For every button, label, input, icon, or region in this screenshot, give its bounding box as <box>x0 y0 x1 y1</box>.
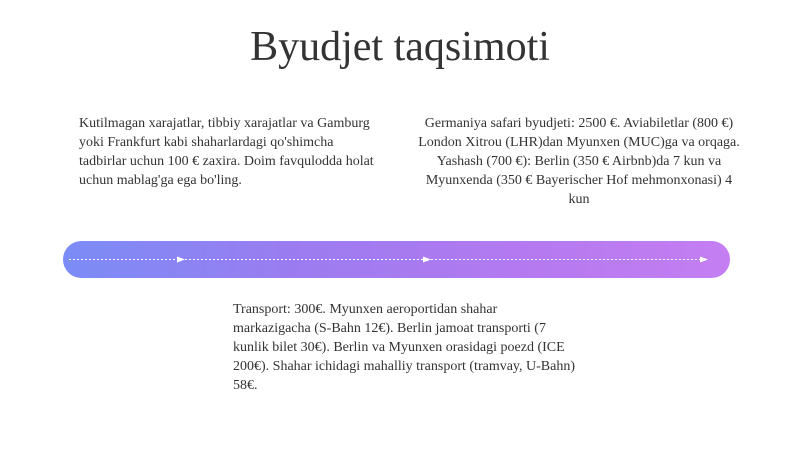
arrow-right-icon <box>177 257 185 263</box>
arrow-right-icon <box>423 257 431 263</box>
page-title: Byudjet taqsimoti <box>250 24 550 70</box>
emergency-fund-text: Kutilmagan xarajatlar, tibbiy xarajatlar va Gamburg yoki Frankfurt kabi shaharlardagi qo'shimcha tadbirlar uchun 100 € zaxira. Doim favqulodda holat uchun mablag'ga ega bo'ling. <box>79 116 374 188</box>
budget-overview-text: Germaniya safari byudjeti: 2500 €. Aviabiletlar (800 €) London Xitrou (LHR)dan Myunxen (MUC)ga va orqaga. Yashash (700 €): Berlin (350 € Airbnb)da 7 kun va Myunxenda (350 € Bayerischer Hof mehmonxonasi) 4 kun <box>418 116 740 207</box>
arrow-right-icon <box>700 257 708 263</box>
timeline-bar <box>63 241 730 278</box>
timeline-arrows <box>63 241 730 278</box>
transport-text: Transport: 300€. Myunxen aeroportidan shahar markazigacha (S-Bahn 12€). Berlin jamoat transporti (7 kunlik bilet 30€). Berlin va Myunxen orasidagi poezd (ICE 200€). Shahar ichidagi mahalliy transport (tramvay, U-Bahn) 58€. <box>233 302 575 393</box>
